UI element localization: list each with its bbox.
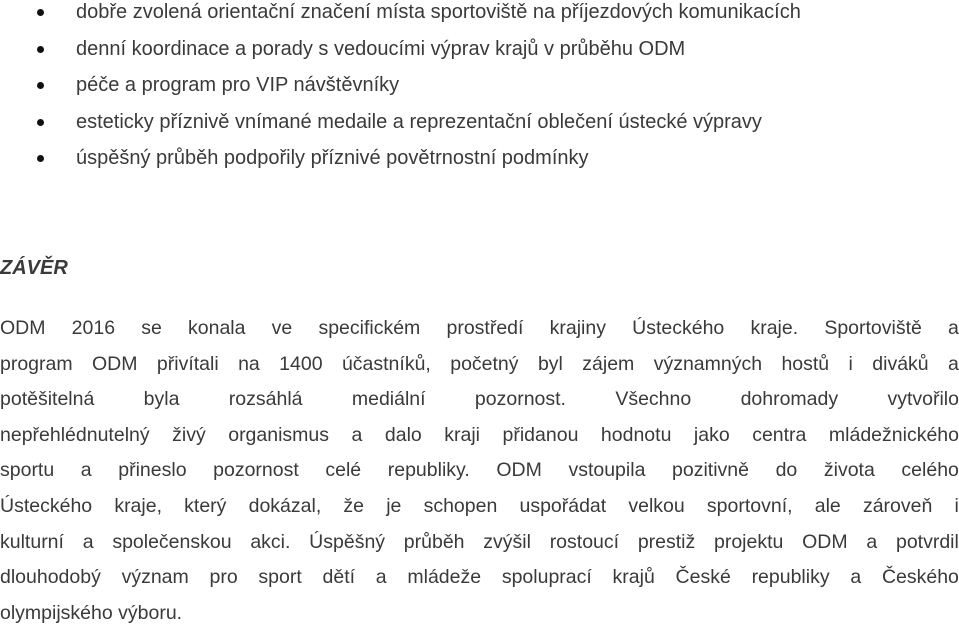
list-item-text: úspěšný průběh podpořily příznivé povětrnostní podmínky [76,147,589,169]
bullet-dot-icon [37,155,44,162]
paragraph-line: program ODM přivítali na 1400 účastníků, početný byl zájem významných hostů i diváků a [0,352,959,375]
list-item-text: dobře zvolená orientační značení místa sportoviště na příjezdových komunikacích [76,1,801,23]
bullet-dot-icon [37,82,44,89]
paragraph-line: nepřehlédnutelný živý organismus a dalo kraji přidanou hodnotu jako centra mládežnického [0,423,959,446]
paragraph-line: dlouhodobý význam pro sport dětí a mládeže spoluprací krajů České republiky a Českého [0,566,959,589]
list-item-text: esteticky příznivě vnímané medaile a reprezentační oblečení ústecké výpravy [76,110,762,133]
list-item [0,144,959,181]
list-item-text: péče a program pro VIP návštěvníky [76,74,400,96]
paragraph-line: ODM 2016 se konala ve specifickém prostředí krajiny Ústeckého kraje. Sportoviště a [0,317,959,339]
bullet-dot-icon [37,9,44,16]
section-heading: ZÁVĚR [0,257,68,279]
bullet-dot-icon [37,119,44,126]
paragraph-line: Ústeckého kraje, který dokázal, že je schopen uspořádat velkou sportovní, ale zároveň i [0,494,959,517]
paragraph-line: olympijského výboru. [0,601,183,624]
list-item [0,71,959,108]
paragraph-line: potěšitelná byla rozsáhlá mediální pozornost. Všechno dohromady vytvořilo [0,388,959,411]
bullet-list [0,0,959,181]
list-item [0,35,959,72]
conclusion-paragraph [0,311,959,631]
paragraph-line: sportu a přineslo pozornost celé republiky. ODM vstoupila pozitivně do života celého [0,459,959,482]
bullet-dot-icon [37,46,44,53]
paragraph-line: kulturní a společenskou akci. Úspěšný průběh zvýšil rostoucí prestiž projektu ODM a potvrdil [0,530,959,553]
list-item-text: denní koordinace a porady s vedoucími výprav krajů v průběhu ODM [76,37,686,60]
list-item [0,0,959,35]
list-item [0,108,959,145]
